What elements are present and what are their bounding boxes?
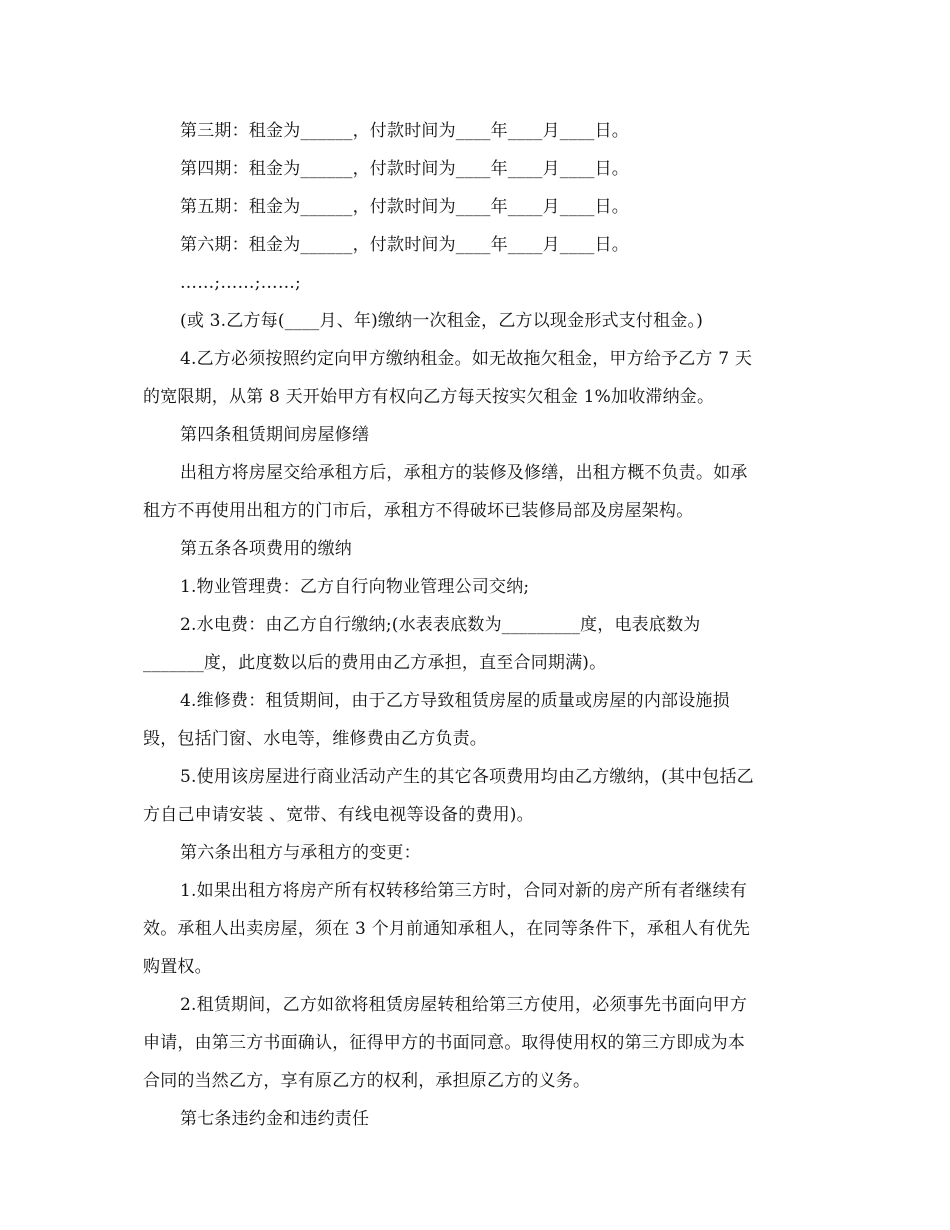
article-5-item-2-line-1: 2.水电费：由乙方自行缴纳;(水表表底数为_________度，电表底数为 (180, 615, 701, 635)
article-4-body-line-1: 出租方将房屋交给承租方后，承租方的装修及修缮，出租方概不负责。如承 (180, 463, 748, 483)
payment-period-4: 第四期：租金为______，付款时间为____年____月____日。 (180, 159, 629, 179)
article-6-item-2-line-3: 合同的当然乙方，享有原乙方的权利，承担原乙方的义务。 (143, 1071, 591, 1091)
article-5-item-4-line-1: 4.维修费：租赁期间，由于乙方导致租赁房屋的质量或房屋的内部设施损 (180, 691, 730, 711)
article-5-item-4-line-2: 毁，包括门窗、水电等，维修费由乙方负责。 (143, 729, 487, 749)
article-6-item-2-line-1: 2.租赁期间，乙方如欲将租赁房屋转租给第三方使用，必须事先书面向甲方 (180, 995, 748, 1015)
article-7-heading: 第七条违约金和违约责任 (180, 1109, 370, 1129)
alternative-payment-clause: (或 3.乙方每(____月、年)缴纳一次租金，乙方以现金形式支付租金。) (180, 311, 704, 331)
article-5-item-5-line-1: 5.使用该房屋进行商业活动产生的其它各项费用均由乙方缴纳，(其中包括乙 (180, 767, 754, 787)
clause-4-line-2: 的宽限期，从第 8 天开始甲方有权向乙方每天按实欠租金 1%加收滞纳金。 (143, 387, 715, 407)
article-4-body-line-2: 租方不再使用出租方的门市后，承租方不得破坏已装修局部及房屋架构。 (143, 501, 694, 521)
article-6-heading: 第六条出租方与承租方的变更： (180, 843, 421, 863)
article-5-heading: 第五条各项费用的缴纳 (180, 539, 352, 559)
article-5-item-1: 1.物业管理费：乙方自行向物业管理公司交纳; (180, 577, 530, 597)
payment-period-5: 第五期：租金为______，付款时间为____年____月____日。 (180, 197, 629, 217)
document-page (143, 112, 807, 1138)
article-6-item-1-line-3: 购置权。 (143, 957, 212, 977)
article-6-item-1-line-1: 1.如果出租方将房产所有权转移给第三方时，合同对新的房产所有者继续有 (180, 881, 748, 901)
payment-period-3: 第三期：租金为______，付款时间为____年____月____日。 (180, 121, 629, 141)
article-6-item-2-line-2: 申请，由第三方书面确认，征得甲方的书面同意。取得使用权的第三方即成为本 (143, 1033, 745, 1053)
ellipsis-line: ……;……;……; (180, 273, 301, 293)
article-5-item-5-line-2: 方自己申请安装 、宽带、有线电视等设备的费用)。 (143, 805, 534, 825)
article-4-heading: 第四条租赁期间房屋修缮 (180, 425, 370, 445)
clause-4-line-1: 4.乙方必须按照约定向甲方缴纳租金。如无故拖欠租金，甲方给予乙方 7 天 (180, 349, 753, 369)
article-6-item-1-line-2: 效。承租人出卖房屋，须在 3 个月前通知承租人，在同等条件下，承租人有优先 (143, 919, 751, 939)
article-5-item-2-line-2: _______度，此度数以后的费用由乙方承担，直至合同期满)。 (143, 653, 607, 673)
payment-period-6: 第六期：租金为______，付款时间为____年____月____日。 (180, 235, 629, 255)
